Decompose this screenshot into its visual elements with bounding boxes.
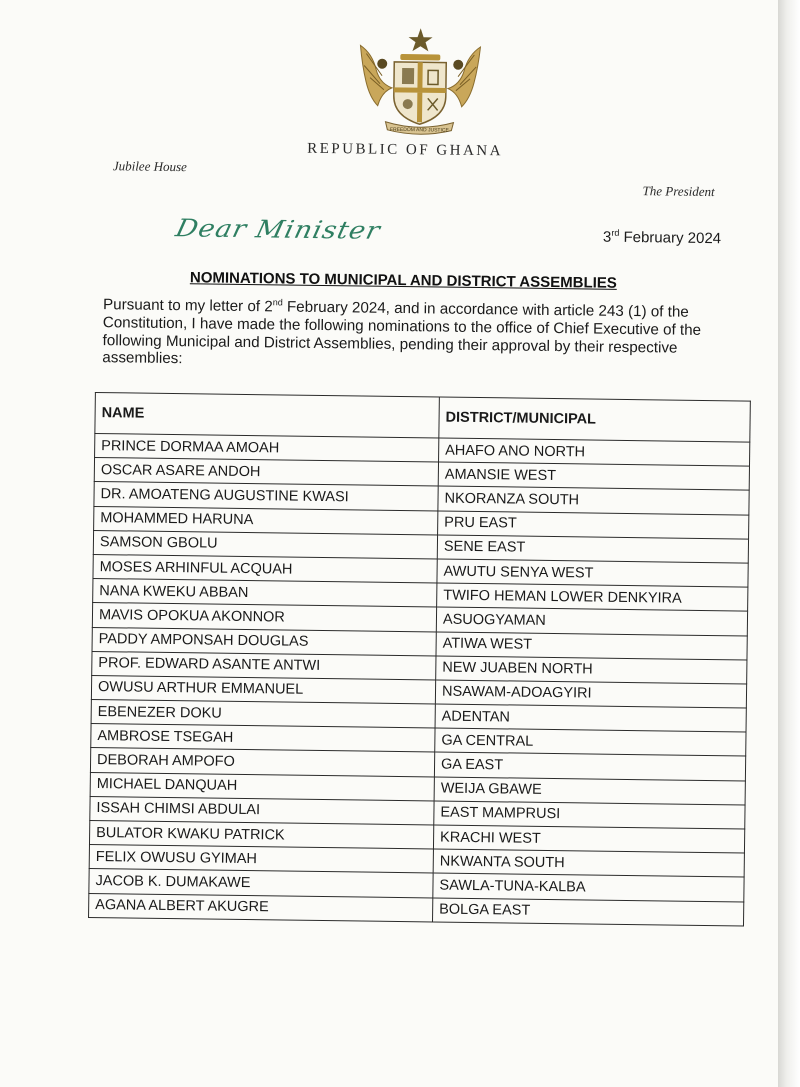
letter-date: 3rd February 2024 xyxy=(602,227,722,248)
letter-heading: NOMINATIONS TO MUNICIPAL AND DISTRICT ASSEMBLIES xyxy=(189,269,617,292)
nominee-name: OSCAR ASARE ANDOH xyxy=(94,458,438,487)
nominee-name: NANA KWEKU ABBAN xyxy=(93,579,437,608)
nominee-name: BULATOR KWAKU PATRICK xyxy=(89,820,433,849)
district-name: KRACHI WEST xyxy=(433,825,744,853)
district-name: AHAFO ANO NORTH xyxy=(439,438,750,466)
nominee-name: PROF. EDWARD ASANTE ANTWI xyxy=(92,651,436,680)
district-name: ASUOGYAMAN xyxy=(436,607,747,635)
district-name: ADENTAN xyxy=(435,704,746,732)
body-superscript: nd xyxy=(272,297,283,308)
office-label-right: The President xyxy=(642,183,715,200)
page-edge-shadow xyxy=(778,0,800,1087)
nominee-name: OWUSU ARTHUR EMMANUEL xyxy=(91,675,435,704)
nominee-name: AMBROSE TSEGAH xyxy=(91,724,435,753)
header-district: DISTRICT/MUNICIPAL xyxy=(439,397,751,442)
nominee-name: MICHAEL DANQUAH xyxy=(90,772,434,801)
nominee-name: PADDY AMPONSAH DOUGLAS xyxy=(92,627,436,656)
nominee-name: MAVIS OPOKUA AKONNOR xyxy=(92,603,436,632)
body-text-part1: Pursuant to my letter of 2 xyxy=(102,296,273,316)
district-name: TWIFO HEMAN LOWER DENKYIRA xyxy=(437,583,748,611)
letter-body xyxy=(102,296,727,375)
nominee-name: DEBORAH AMPOFO xyxy=(90,748,434,777)
nominee-name: MOSES ARHINFUL ACQUAH xyxy=(93,554,437,583)
handwritten-greeting: Dear Minister xyxy=(172,214,384,246)
district-name: NKORANZA SOUTH xyxy=(438,486,749,514)
district-name: SAWLA-TUNA-KALBA xyxy=(433,873,744,901)
nominations-table xyxy=(88,392,751,926)
nominee-name: PRINCE DORMAA AMOAH xyxy=(95,433,439,462)
district-name: NSAWAM-ADOAGYIRI xyxy=(435,680,746,708)
nominee-name: FELIX OWUSU GYIMAH xyxy=(89,845,433,874)
nominee-name: DR. AMOATENG AUGUSTINE KWASI xyxy=(94,482,438,511)
office-label-left: Jubilee House xyxy=(112,158,187,175)
district-name: NEW JUABEN NORTH xyxy=(436,656,747,684)
nominee-name: EBENEZER DOKU xyxy=(91,700,435,729)
nominee-name: JACOB K. DUMAKAWE xyxy=(89,869,433,898)
table-body xyxy=(89,433,750,925)
district-name: AWUTU SENYA WEST xyxy=(437,559,748,587)
country-title: REPUBLIC OF GHANA xyxy=(307,140,504,160)
district-name: WEIJA GBAWE xyxy=(434,777,745,805)
nominee-name: ISSAH CHIMSI ABDULAI xyxy=(90,796,434,825)
coat-of-arms-emblem xyxy=(351,25,488,137)
nominee-name: MOHAMMED HARUNA xyxy=(94,506,438,535)
nominee-name: AGANA ALBERT AKUGRE xyxy=(89,893,433,922)
nominee-name: SAMSON GBOLU xyxy=(93,530,437,559)
district-name: GA CENTRAL xyxy=(435,728,746,756)
district-name: EAST MAMPRUSI xyxy=(434,801,745,829)
district-name: NKWANTA SOUTH xyxy=(433,849,744,877)
header-name: NAME xyxy=(95,393,440,438)
district-name: SENE EAST xyxy=(437,535,748,563)
district-name: AMANSIE WEST xyxy=(438,462,749,490)
district-name: BOLGA EAST xyxy=(433,898,744,926)
district-name: GA EAST xyxy=(434,752,745,780)
district-name: ATIWA WEST xyxy=(436,631,747,659)
svg-text:FREEDOM AND JUSTICE: FREEDOM AND JUSTICE xyxy=(389,126,449,134)
district-name: PRU EAST xyxy=(438,511,749,539)
body-text-part2: February 2024, and in accordance with article 243 (1) of the Constitution, I have made the following nominations to the office of Chief Executive of the following Municipal and District Assemblies, pending their approval by their respective assemblies: xyxy=(102,298,702,368)
